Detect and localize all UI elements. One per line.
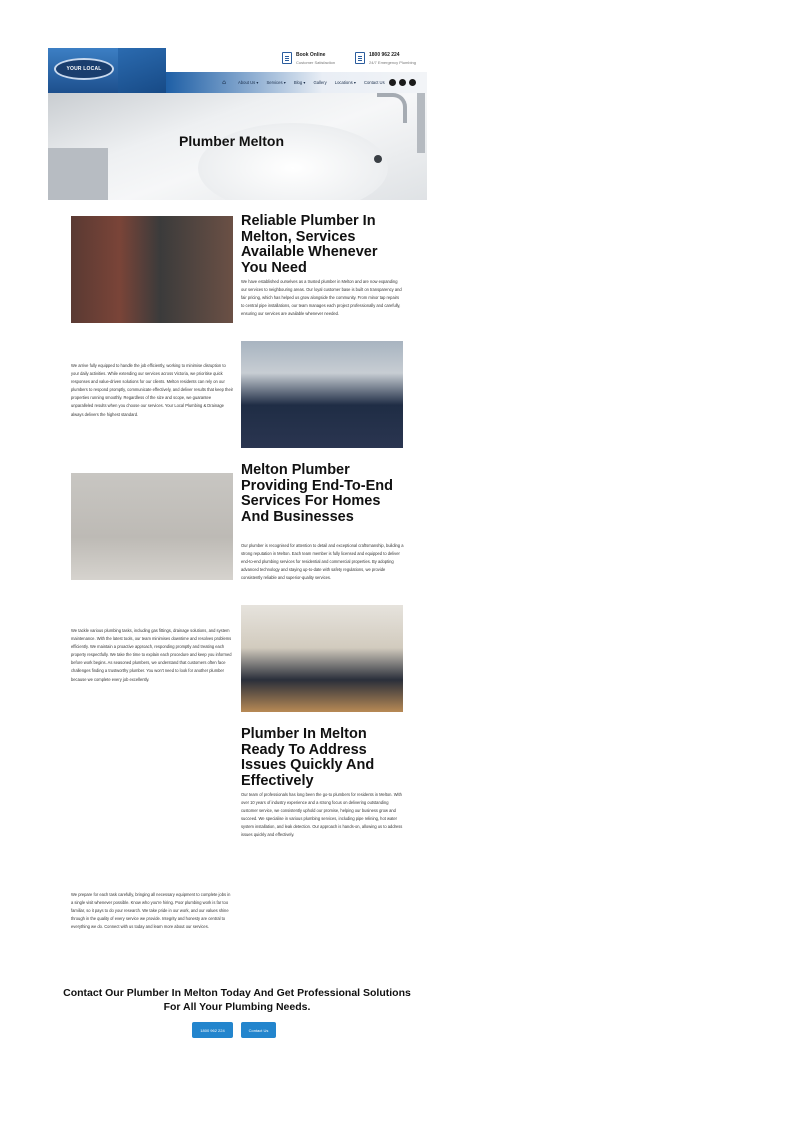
phone-title: 1800 962 224 <box>369 52 400 58</box>
instagram-icon[interactable] <box>399 79 406 86</box>
logo[interactable] <box>48 48 118 93</box>
calendar-icon <box>282 52 292 64</box>
cta-heading: Contact Our Plumber In Melton Today And Get Professional Solutions For All Your Plumbing Needs. <box>63 987 411 1013</box>
section1-heading: Reliable Plumber In Melton, Services Available Whenever You Need <box>241 213 378 276</box>
section2-text: We arrive fully equipped to handle the job efficiently, working to minimise disruption to your daily activities. While extending our services across Victoria, we prioritise quick responses and value-driven solutions for our clients. Melton residents can rely on our plumbers to respond promptly, communicate effectively, and deliver results that keep their properties running smoothly. Regardless of the size and scope, we guarantee unparalleled results when you choose our services. Your Local Plumbing & Drainage always delivers the highest standard. <box>71 363 234 417</box>
hero-title: Plumber Melton <box>179 133 285 149</box>
logo-text: YOUR LOCAL <box>66 66 102 72</box>
hero-image-drain <box>374 155 382 163</box>
section4-text: We tackle various plumbing tasks, including gas fittings, drainage solutions, and system maintenance. With the latest tools, our team minimises downtime and resolves problems efficiently. We maintain a proactive approach, responding promptly and treating each property respectfully. We take the time to explain each procedure and keep you informed before work begins. As seasoned plumbers, we understand that customers often face challenges finding a trustworthy plumber. You won't need to look for another plumber because we complete every job excellently. <box>71 628 232 682</box>
nav-locations[interactable]: Locations ▾ <box>334 80 356 85</box>
nav-contact-us[interactable]: Contact Us <box>363 80 385 85</box>
section6-text: We prepare for each task carefully, bringing all necessary equipment to complete jobs in a single visit whenever possible. Know who you're hiring. Poor plumbing work is far too familiar, so it pays to do your research. We take pride in our work, and our values shine through in the quality of every service we provide. Integrity and honesty are central to everything we do. Connect with us today and learn more about our services. <box>71 892 231 930</box>
contact-us-button[interactable]: Contact Us <box>241 1022 276 1038</box>
phone-icon <box>355 52 365 64</box>
book-online-subtitle: Customer Satisfaction <box>296 60 336 65</box>
section1-text: We have established ourselves as a trusted plumber in Melton and are now expanding our services to neighbouring areas. Our loyal customer base is built on transparency and fair pricing, which has helped us grow alongside the community. From minor tap repairs to central pipe installations, our team manages each project professionally and carefully, ensuring our services are available whenever needed. <box>241 279 402 317</box>
header <box>48 48 427 93</box>
section3-text: Our plumber is recognised for attention to detail and exceptional craftsmanship, building a strong reputation in Melton. Each team member is fully licensed and equipped to deliver end-to-end plumbing services for residential and commercial properties. By adopting advanced technology and staying up-to-date with safety regulations, we provide consistently reliable and superior-quality services. <box>241 543 404 581</box>
book-online-title: Book Online <box>296 52 326 58</box>
topbar <box>166 48 427 72</box>
logo-accent <box>118 48 166 93</box>
hero-image-cabinet <box>48 148 108 200</box>
section3-heading: Melton Plumber Providing End-To-End Services For Homes And Businesses <box>241 462 393 525</box>
nav-gallery[interactable]: Gallery <box>313 80 327 85</box>
nav-about-us[interactable]: About Us ▾ <box>238 80 259 85</box>
linkedin-icon[interactable] <box>409 79 416 86</box>
book-online-info[interactable] <box>282 52 335 66</box>
site-header-hero <box>48 48 427 200</box>
hero-image-tap-body <box>417 93 425 153</box>
phone-subtitle: 24/7 Emergency Plumbing <box>369 60 416 65</box>
facebook-icon[interactable] <box>389 79 396 86</box>
plumber-under-sink-image <box>241 605 403 712</box>
nav-blog[interactable]: Blog ▾ <box>293 80 306 85</box>
section5-heading: Plumber In Melton Ready To Address Issues Quickly And Effectively <box>241 726 375 789</box>
plumber-pipe-image <box>71 216 233 323</box>
hero-image-tap <box>377 93 407 123</box>
plumber-drain-reel-image <box>241 341 403 448</box>
hero-banner <box>48 93 427 200</box>
logo-badge <box>54 58 114 80</box>
home-icon[interactable]: ⌂ <box>222 79 226 86</box>
call-button[interactable]: 1800 962 224 <box>192 1022 233 1038</box>
phone-info[interactable] <box>355 52 416 66</box>
social-links <box>389 79 416 86</box>
bathroom-image <box>71 473 233 580</box>
main-nav <box>166 72 427 93</box>
section5-text: Our team of professionals has long been the go-to plumbers for residents in Melton. With over 10 years of industry experience and a strong focus on delivering outstanding customer service, we consistently uphold our promise, helping our business grow and succeed. We specialise in various plumbing services, including pipe relining, hot water system installation, and leak detection. Our approach is hands-on, allowing us to address issues quickly and effectively. <box>241 792 403 838</box>
nav-services[interactable]: Services ▾ <box>266 80 286 85</box>
